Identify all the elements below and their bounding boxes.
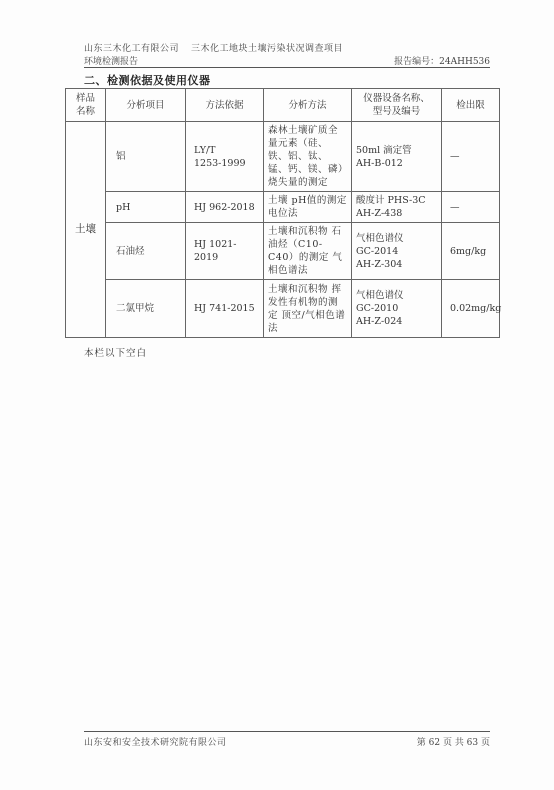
item-cell: 石油烃 <box>106 223 186 280</box>
header-method-basis: 方法依据 <box>186 89 264 122</box>
method-basis-cell: HJ 1021-2019 <box>186 223 264 280</box>
footer-page-number: 第 62 页 共 63 页 <box>416 738 490 748</box>
method-basis-cell: HJ 962-2018 <box>186 192 264 223</box>
table-row <box>66 122 500 192</box>
header-company: 山东三木化工有限公司 <box>84 44 180 54</box>
analysis-method-cell: 森林土壤矿质全量元素（硅、铁、铝、钛、锰、钙、镁、磷）烧失量的测定 <box>264 122 352 192</box>
item-cell: pH <box>106 192 186 223</box>
table-row <box>66 280 500 338</box>
table-row <box>66 223 500 280</box>
header-report-line <box>84 54 490 67</box>
footer-institute: 山东安和安全技术研究院有限公司 <box>84 738 227 748</box>
method-basis-cell: LY/T 1253-1999 <box>186 122 264 192</box>
instrument-cell: 50ml 滴定管 AH-B-012 <box>352 122 442 192</box>
instrument-table <box>65 88 500 338</box>
detection-limit-cell: — <box>442 122 500 192</box>
header-analysis-item: 分析项目 <box>106 89 186 122</box>
table-row <box>66 192 500 223</box>
method-basis-cell: HJ 741-2015 <box>186 280 264 338</box>
table-header-row <box>66 89 500 122</box>
header-instrument: 仪器设备名称、 型号及编号 <box>352 89 442 122</box>
analysis-method-cell: 土壤 pH值的测定 电位法 <box>264 192 352 223</box>
header-report-number: 报告编号：24AHH536 <box>394 57 490 67</box>
header-analysis-method: 分析方法 <box>264 89 352 122</box>
instrument-cell: 气相色谱仪 GC-2010 AH-Z-024 <box>352 280 442 338</box>
sample-name-cell: 土壤 <box>66 122 106 338</box>
detection-limit-cell: — <box>442 192 500 223</box>
analysis-method-cell: 土壤和沉积物 挥发性有机物的测定 顶空/气相色谱法 <box>264 280 352 338</box>
header-detection-limit: 检出限 <box>442 89 500 122</box>
analysis-method-cell: 土壤和沉积物 石油烃（C10-C40）的测定 气相色谱法 <box>264 223 352 280</box>
header-company-project <box>84 41 343 54</box>
blank-below-note: 本栏以下空白 <box>84 348 148 359</box>
header-sample-name: 样品 名称 <box>66 89 106 122</box>
report-number-value: 24AHH536 <box>439 57 490 67</box>
header-report-type: 环境检测报告 <box>84 57 139 67</box>
item-cell: 铝 <box>106 122 186 192</box>
section-title: 二、检测依据及使用仪器 <box>84 74 211 87</box>
detection-limit-cell: 0.02mg/kg <box>442 280 500 338</box>
instrument-cell: 酸度计 PHS-3C AH-Z-438 <box>352 192 442 223</box>
item-cell: 二氯甲烷 <box>106 280 186 338</box>
header-project: 三木化工地块土壤污染状况调查项目 <box>191 44 344 54</box>
detection-limit-cell: 6mg/kg <box>442 223 500 280</box>
instrument-cell: 气相色谱仪 GC-2014 AH-Z-304 <box>352 223 442 280</box>
footer-divider <box>84 731 490 732</box>
header-divider <box>84 67 490 68</box>
